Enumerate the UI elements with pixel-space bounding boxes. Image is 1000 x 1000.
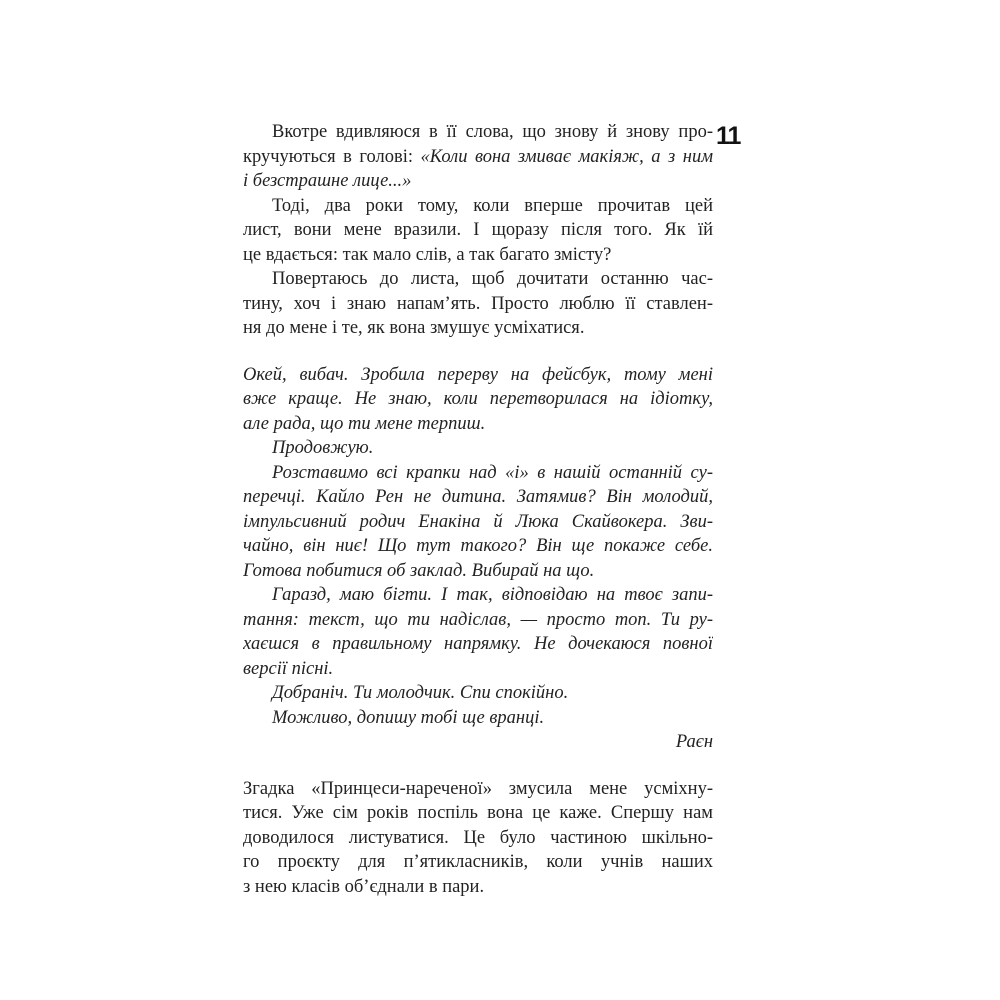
text-line <box>243 583 713 608</box>
text-line <box>243 777 713 802</box>
text-segment: го проєкту для п’ятикласників, коли учнів наших <box>243 852 713 872</box>
text-line <box>243 730 713 755</box>
text-line <box>243 363 713 388</box>
text-line <box>243 706 713 731</box>
paragraph-4 <box>243 777 713 900</box>
text-line <box>243 120 713 145</box>
letter-paragraph-5 <box>243 681 713 706</box>
text-segment: імпульсивний родич Енакіна й Люка Скайвокера. Зви- <box>243 511 713 532</box>
page-number: 11 <box>716 122 741 150</box>
text-line <box>243 194 713 219</box>
text-line <box>243 436 713 461</box>
text-segment: перечці. Кайло Рен не дитина. Затямив? Він молодий, <box>243 487 713 507</box>
text-line <box>243 657 713 682</box>
text-segment: Окей, вибач. Зробила перерву на фейсбук, тому мені <box>243 364 713 385</box>
text-segment: Згадка «Принцеси-нареченої» змусила мене усміхну- <box>243 778 713 799</box>
text-segment: Добраніч. Ти молодчик. Спи спокійно. <box>272 683 569 703</box>
text-line <box>243 267 713 292</box>
text-line <box>243 412 713 437</box>
text-line <box>243 534 713 559</box>
text-segment: лист, вони мене вразили. І щоразу після того. Як їй <box>243 220 713 240</box>
text-line <box>243 169 713 194</box>
text-line <box>243 826 713 851</box>
text-segment: Готова побитися об заклад. Вибирай на що. <box>243 560 595 581</box>
text-line <box>243 681 713 706</box>
text-segment: версії пісні. <box>243 658 334 679</box>
text-segment: але рада, що ти мене терпиш. <box>243 413 486 434</box>
text-line <box>243 292 713 317</box>
signature <box>243 730 713 755</box>
letter-paragraph-3 <box>243 461 713 584</box>
text-segment: Повертаюсь до листа, щоб дочитати останню час- <box>272 269 713 289</box>
text-line <box>243 218 713 243</box>
text-segment: Гаразд, маю бігти. І так, відповідаю на твоє запи- <box>272 585 713 605</box>
text-segment: доводилося листуватися. Це було частиною шкільно- <box>243 827 713 848</box>
text-segment: ня до мене і те, як вона змушує усміхатися. <box>243 318 585 338</box>
text-line <box>243 632 713 657</box>
paragraph-3 <box>243 267 713 341</box>
text-segment: тання: текст, що ти надіслав, — просто топ. Ти ру- <box>243 609 713 630</box>
text-segment: тину, хоч і знаю напам’ять. Просто люблю її ставлен- <box>243 293 713 314</box>
paragraph-2 <box>243 194 713 268</box>
italic-text-segment: «Коли вона змиває макіяж, а з ним <box>420 146 713 167</box>
text-line <box>243 510 713 535</box>
text-segment: хаєшся в правильному напрямку. Не дочекаюся повної <box>243 634 713 654</box>
text-line <box>243 608 713 633</box>
text-segment: Розставимо всі крапки над «і» в нашій останній су- <box>272 462 713 483</box>
text-line <box>243 485 713 510</box>
text-block <box>243 120 713 899</box>
text-line <box>243 559 713 584</box>
text-line <box>243 801 713 826</box>
paragraph-1 <box>243 120 713 194</box>
text-segment: вже краще. Не знаю, коли перетворилася на ідіотку, <box>243 389 713 409</box>
letter-paragraph-4 <box>243 583 713 681</box>
text-line <box>243 461 713 486</box>
text-segment: Продовжую. <box>272 438 374 458</box>
text-line <box>243 875 713 900</box>
text-segment: кручуються в голові: <box>243 146 421 167</box>
text-segment: тися. Уже сім років поспіль вона це каже. Спершу нам <box>243 803 713 823</box>
text-segment: чайно, він ниє! Що тут такого? Він ще покаже себе. <box>243 536 713 556</box>
text-line <box>243 387 713 412</box>
letter-paragraph-6 <box>243 706 713 731</box>
italic-text-segment: і безстрашне лице...» <box>243 171 412 191</box>
text-segment: це вдається: так мало слів, а так багато змісту? <box>243 244 612 265</box>
text-segment: з нею класів об’єднали в пари. <box>243 876 485 897</box>
letter-paragraph-2 <box>243 436 713 461</box>
text-segment: Вкотре вдивляюся в її слова, що знову й знову про- <box>272 122 713 142</box>
text-line <box>243 316 713 341</box>
text-segment: Можливо, допишу тобі ще вранці. <box>272 707 545 728</box>
text-line <box>243 145 713 170</box>
text-segment: Тоді, два роки тому, коли вперше прочитав цей <box>272 195 713 216</box>
letter-paragraph-1 <box>243 363 713 437</box>
text-segment: Раєн <box>675 732 713 752</box>
text-line <box>243 243 713 268</box>
text-line <box>243 850 713 875</box>
